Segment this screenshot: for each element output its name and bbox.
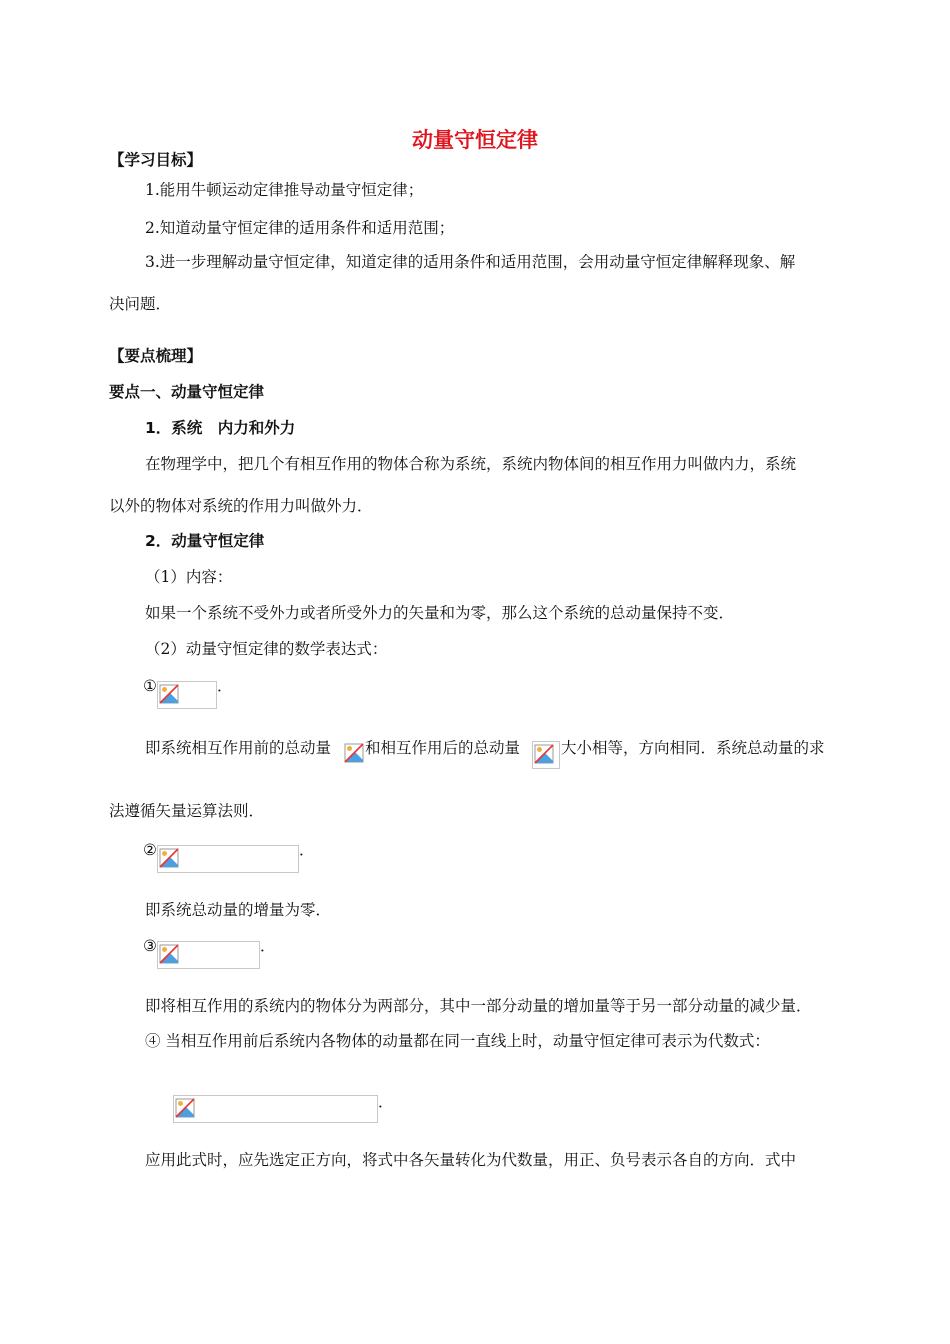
formula-4-dot: ． (378, 1093, 394, 1111)
marker-1: ① (143, 677, 157, 695)
total-momentum-after-image (532, 741, 560, 769)
marker-2: ② (143, 841, 157, 859)
formula-3-image (157, 941, 260, 969)
marker-3: ③ (143, 937, 157, 955)
formula-1-explain-c: 大小相等，方向相同．系统总动量的求 (561, 739, 825, 757)
objective-3a: 3.进一步理解动量守恒定律，知道定律的适用条件和适用范围，会用动量守恒定律解释现象、解 (145, 253, 796, 271)
formula-4-text: ④ 当相互作用前后系统内各物体的动量都在同一直线上时，动量守恒定律可表示为代数式： (145, 1032, 770, 1050)
page-title: 动量守恒定律 (412, 128, 538, 152)
keypoints-heading: 【要点梳理】 (109, 347, 203, 365)
apply-text: 应用此式时，应先选定正方向，将式中各矢量转化为代数量，用正、负号表示各自的方向．式中 (145, 1151, 797, 1169)
formula-1-image (157, 681, 217, 709)
formula-4-image (173, 1095, 378, 1123)
image-placeholder-icon (534, 744, 554, 764)
image-placeholder-icon (344, 743, 364, 763)
expression-label: （2）动量守恒定律的数学表达式： (145, 640, 388, 658)
image-placeholder-icon (159, 684, 179, 704)
total-momentum-before-image (343, 741, 365, 769)
formula-2-image (157, 845, 299, 873)
system-text-a: 在物理学中，把几个有相互作用的物体合称为系统，系统内物体间的相互作用力叫做内力，系统 (145, 455, 797, 473)
content-label: （1）内容： (145, 568, 233, 586)
subheading-system: 1．系统 内力和外力 (145, 419, 296, 437)
objective-1: 1.能用牛顿运动定律推导动量守恒定律； (145, 181, 424, 199)
formula-3-explain: 即将相互作用的系统内的物体分为两部分，其中一部分动量的增加量等于另一部分动量的减少量． (145, 997, 812, 1015)
formula-2-explain: 即系统总动量的增量为零． (145, 901, 332, 919)
image-placeholder-icon (159, 944, 179, 964)
formula-1-dot: ． (217, 677, 233, 695)
formula-1-explain-a: 即系统相互作用前的总动量 (145, 739, 332, 757)
formula-1-explain-d: 法遵循矢量运算法则． (109, 802, 265, 820)
objectives-heading: 【学习目标】 (109, 151, 203, 169)
formula-2-dot: ． (299, 841, 315, 859)
objective-2: 2.知道动量守恒定律的适用条件和适用范围； (145, 219, 455, 237)
objective-3b: 决问题． (109, 295, 172, 313)
keypoint-1: 要点一、动量守恒定律 (109, 383, 265, 401)
image-placeholder-icon (175, 1098, 195, 1118)
subheading-law: 2．动量守恒定律 (145, 532, 265, 550)
system-text-b: 以外的物体对系统的作用力叫做外力． (109, 497, 373, 515)
formula-1-explain-b: 和相互作用后的总动量 (365, 739, 521, 757)
formula-3-dot: ． (260, 937, 276, 955)
image-placeholder-icon (159, 848, 179, 868)
content-text: 如果一个系统不受外力或者所受外力的矢量和为零，那么这个系统的总动量保持不变． (145, 604, 735, 622)
